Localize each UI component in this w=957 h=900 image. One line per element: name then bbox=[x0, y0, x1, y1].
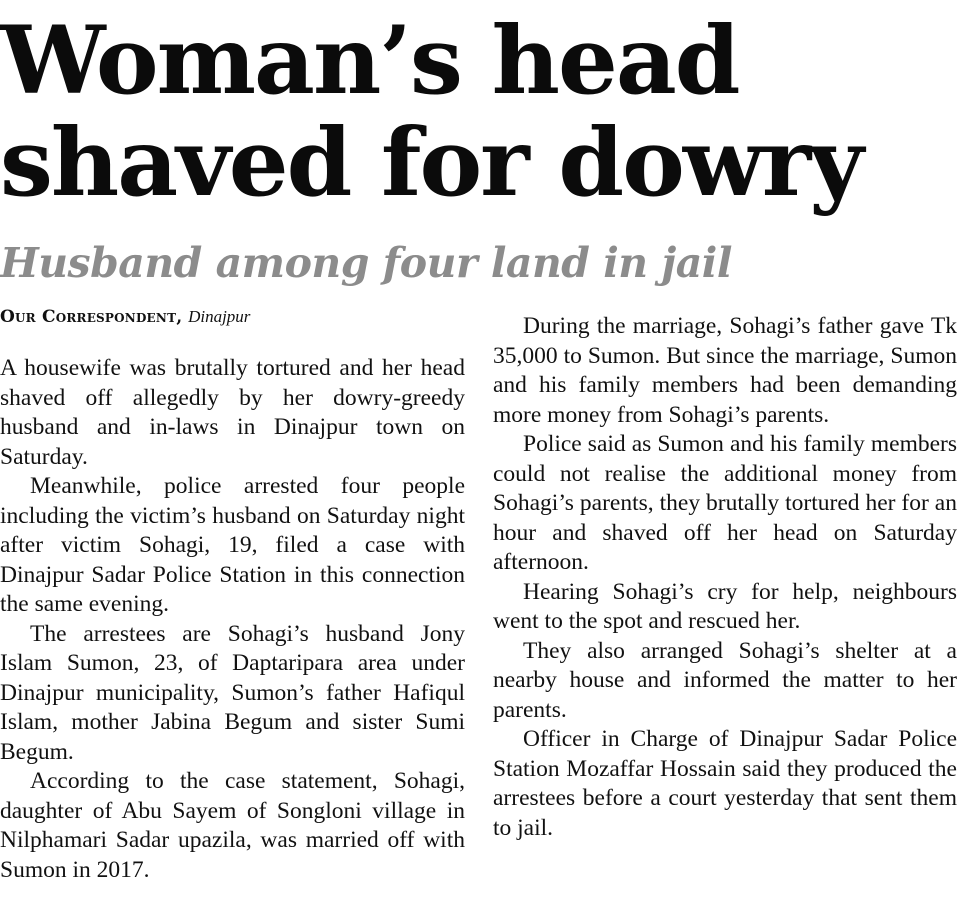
article-column-left bbox=[0, 354, 465, 885]
byline-author: Our Correspondent, bbox=[0, 307, 183, 327]
article-paragraph: According to the case statement, Sohagi, daughter of Abu Sayem of Songloni village in Nilphamari Sadar upazila, was married off with Sumon in 2017. bbox=[0, 768, 465, 883]
byline bbox=[0, 306, 250, 328]
article-column-right bbox=[493, 312, 957, 843]
article-paragraph: During the marriage, Sohagi’s father gave Tk 35,000 to Sumon. But since the marriage, Sumon and his family members had been demanding more money from Sohagi’s parents. bbox=[493, 313, 957, 428]
article-paragraph: They also arranged Sohagi’s shelter at a nearby house and informed the matter to her parents. bbox=[493, 637, 957, 723]
subheadline: Husband among four land in jail bbox=[0, 239, 732, 287]
article-paragraph: Police said as Sumon and his family members could not realise the additional money from Sohagi’s parents, they brutally tortured her for an hour and shaved off her head on Saturday afternoon. bbox=[493, 431, 957, 575]
article-paragraph: Meanwhile, police arrested four people including the victim’s husband on Saturday night after victim Sohagi, 19, filed a case with Dinajpur Sadar Police Station in this connection the same evening. bbox=[0, 473, 465, 617]
article-paragraph: Officer in Charge of Dinajpur Sadar Police Station Mozaffar Hossain said they produced the arrestees before a court yesterday that sent them to jail. bbox=[493, 726, 957, 841]
article-paragraph: A housewife was brutally tortured and her head shaved off allegedly by her dowry-greedy husband and in-laws in Dinajpur town on Saturday. bbox=[0, 355, 465, 470]
headline: Woman’s head shaved for dowry bbox=[0, 6, 862, 218]
byline-location: Dinajpur bbox=[188, 307, 251, 326]
article-paragraph: The arrestees are Sohagi’s husband Jony Islam Sumon, 23, of Daptaripara area under Dinajpur municipality, Sumon’s father Hafiqul Islam, mother Jabina Begum and sister Sumi Begum. bbox=[0, 620, 465, 765]
article-paragraph: Hearing Sohagi’s cry for help, neighbours went to the spot and rescued her. bbox=[493, 578, 957, 634]
